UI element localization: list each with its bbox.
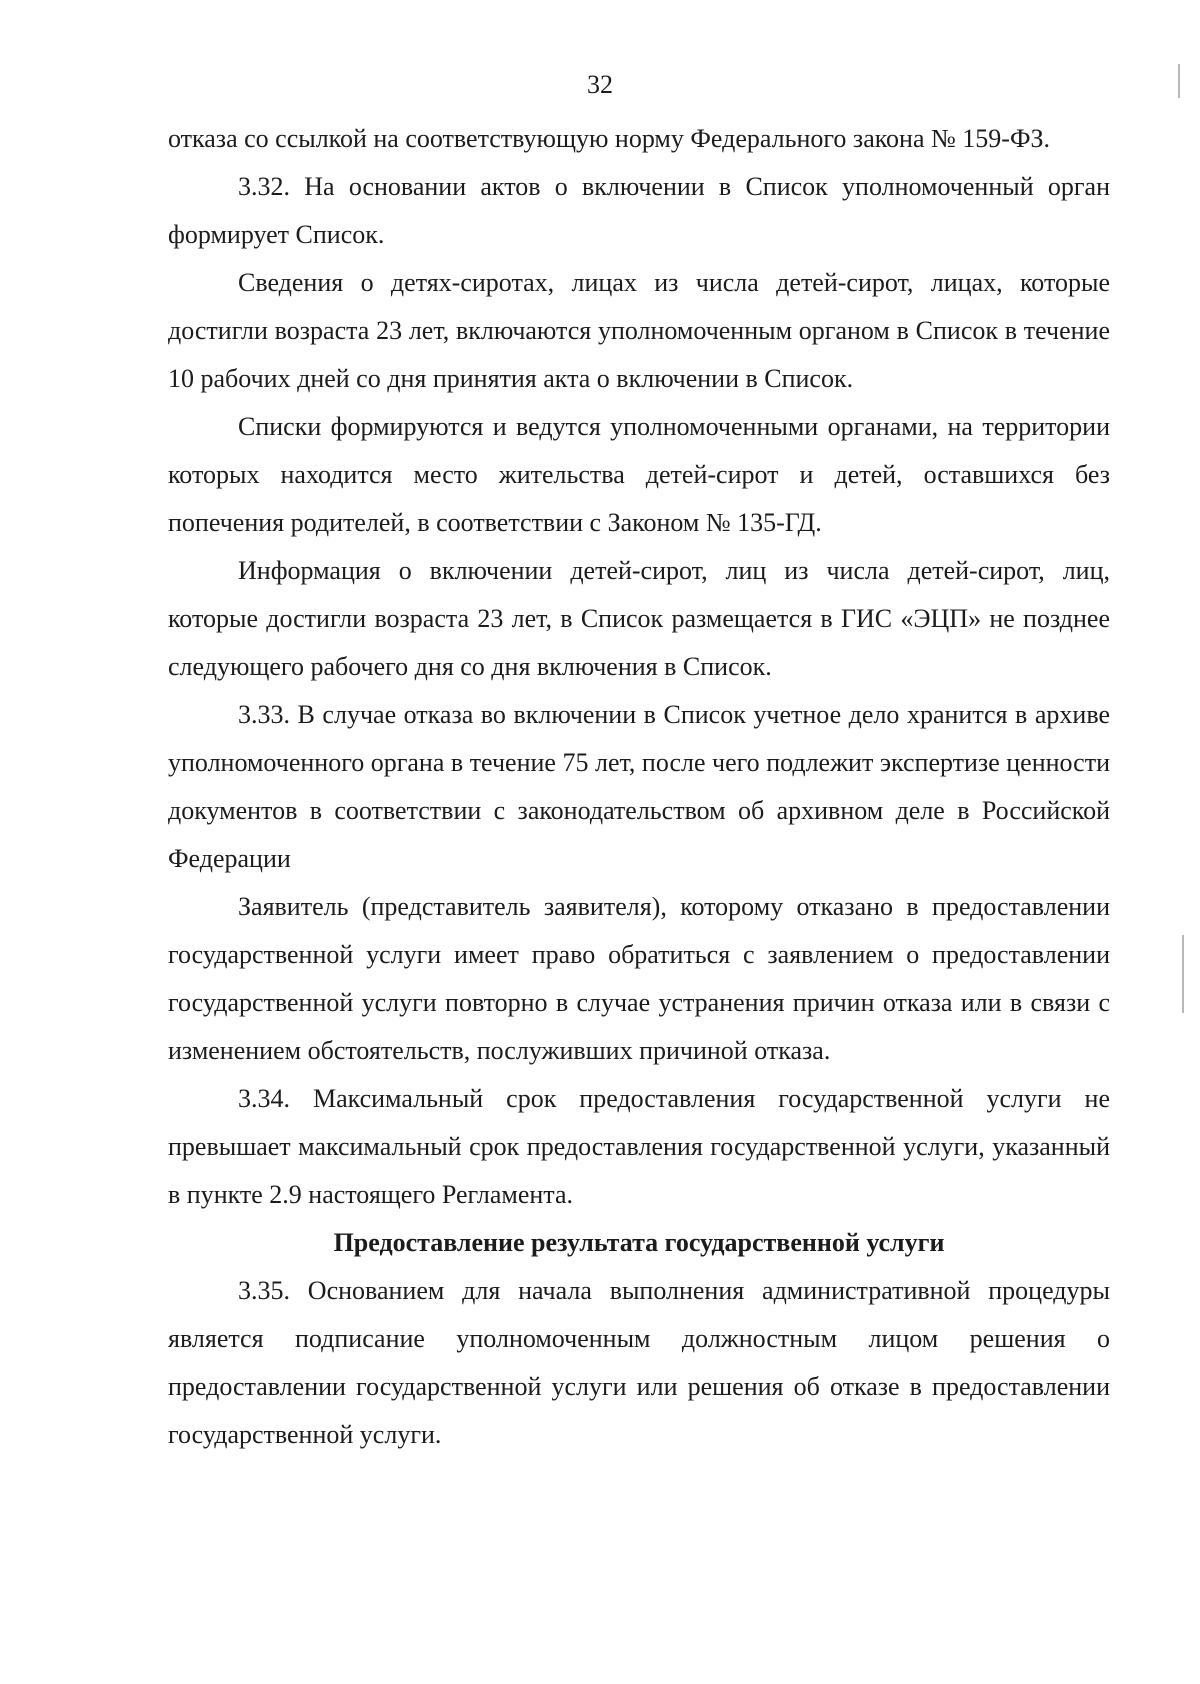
document-body — [168, 115, 1110, 1459]
paragraph-3-32: 3.32. На основании актов о включении в Список уполномоченный орган формирует Список. — [168, 172, 1110, 249]
paragraph-3-34: 3.34. Максимальный срок предоставления государственной услуги не превышает максимальный срок предоставления государственной услуги, указанный в пункте 2.9 настоящего Регламента. — [168, 1084, 1110, 1209]
paragraph-gis-publication: Информация о включении детей-сирот, лиц из числа детей-сирот, лиц, которые достигли возраста 23 лет, в Список размещается в ГИС «ЭЦП» не позднее следующего рабочего дня со дня включения в Список. — [168, 556, 1110, 681]
paragraph-continuation: отказа со ссылкой на соответствующую норму Федерального закона № 159-ФЗ. — [168, 124, 1051, 153]
paragraph-3-33: 3.33. В случае отказа во включении в Список учетное дело хранится в архиве уполномоченного органа в течение 75 лет, после чего подлежит экспертизе ценности документов в соответствии с законодательством об архивном деле в Российской Федерации — [168, 700, 1110, 873]
section-heading: Предоставление результата государственной услуги — [333, 1228, 945, 1257]
paragraph-lists-maintenance: Списки формируются и ведутся уполномоченными органами, на территории которых находится место жительства детей-сирот и детей, оставшихся без попечения родителей, в соответствии с Законом № 135-ГД. — [168, 412, 1110, 537]
paragraph-orphan-records: Сведения о детях-сиротах, лицах из числа детей-сирот, лицах, которые достигли возраста 23 лет, включаются уполномоченным органом в Список в течение 10 рабочих дней со дня принятия акта о включении в Список. — [168, 268, 1110, 393]
paragraph-applicant-rights: Заявитель (представитель заявителя), которому отказано в предоставлении государственной услуги имеет право обратиться с заявлением о предоставлении государственной услуги повторно в случае устранения причин отказа или в связи с изменением обстоятельств, послуживших причиной отказа. — [168, 892, 1110, 1065]
scan-artifact-line — [1182, 935, 1184, 1013]
scan-artifact-line — [1178, 64, 1180, 98]
page-number: 32 — [587, 70, 613, 99]
paragraph-3-35: 3.35. Основанием для начала выполнения административной процедуры является подписание уполномоченным должностным лицом решения о предоставлении государственной услуги или решения об отказе в предоставлении государственной услуги. — [168, 1276, 1110, 1449]
